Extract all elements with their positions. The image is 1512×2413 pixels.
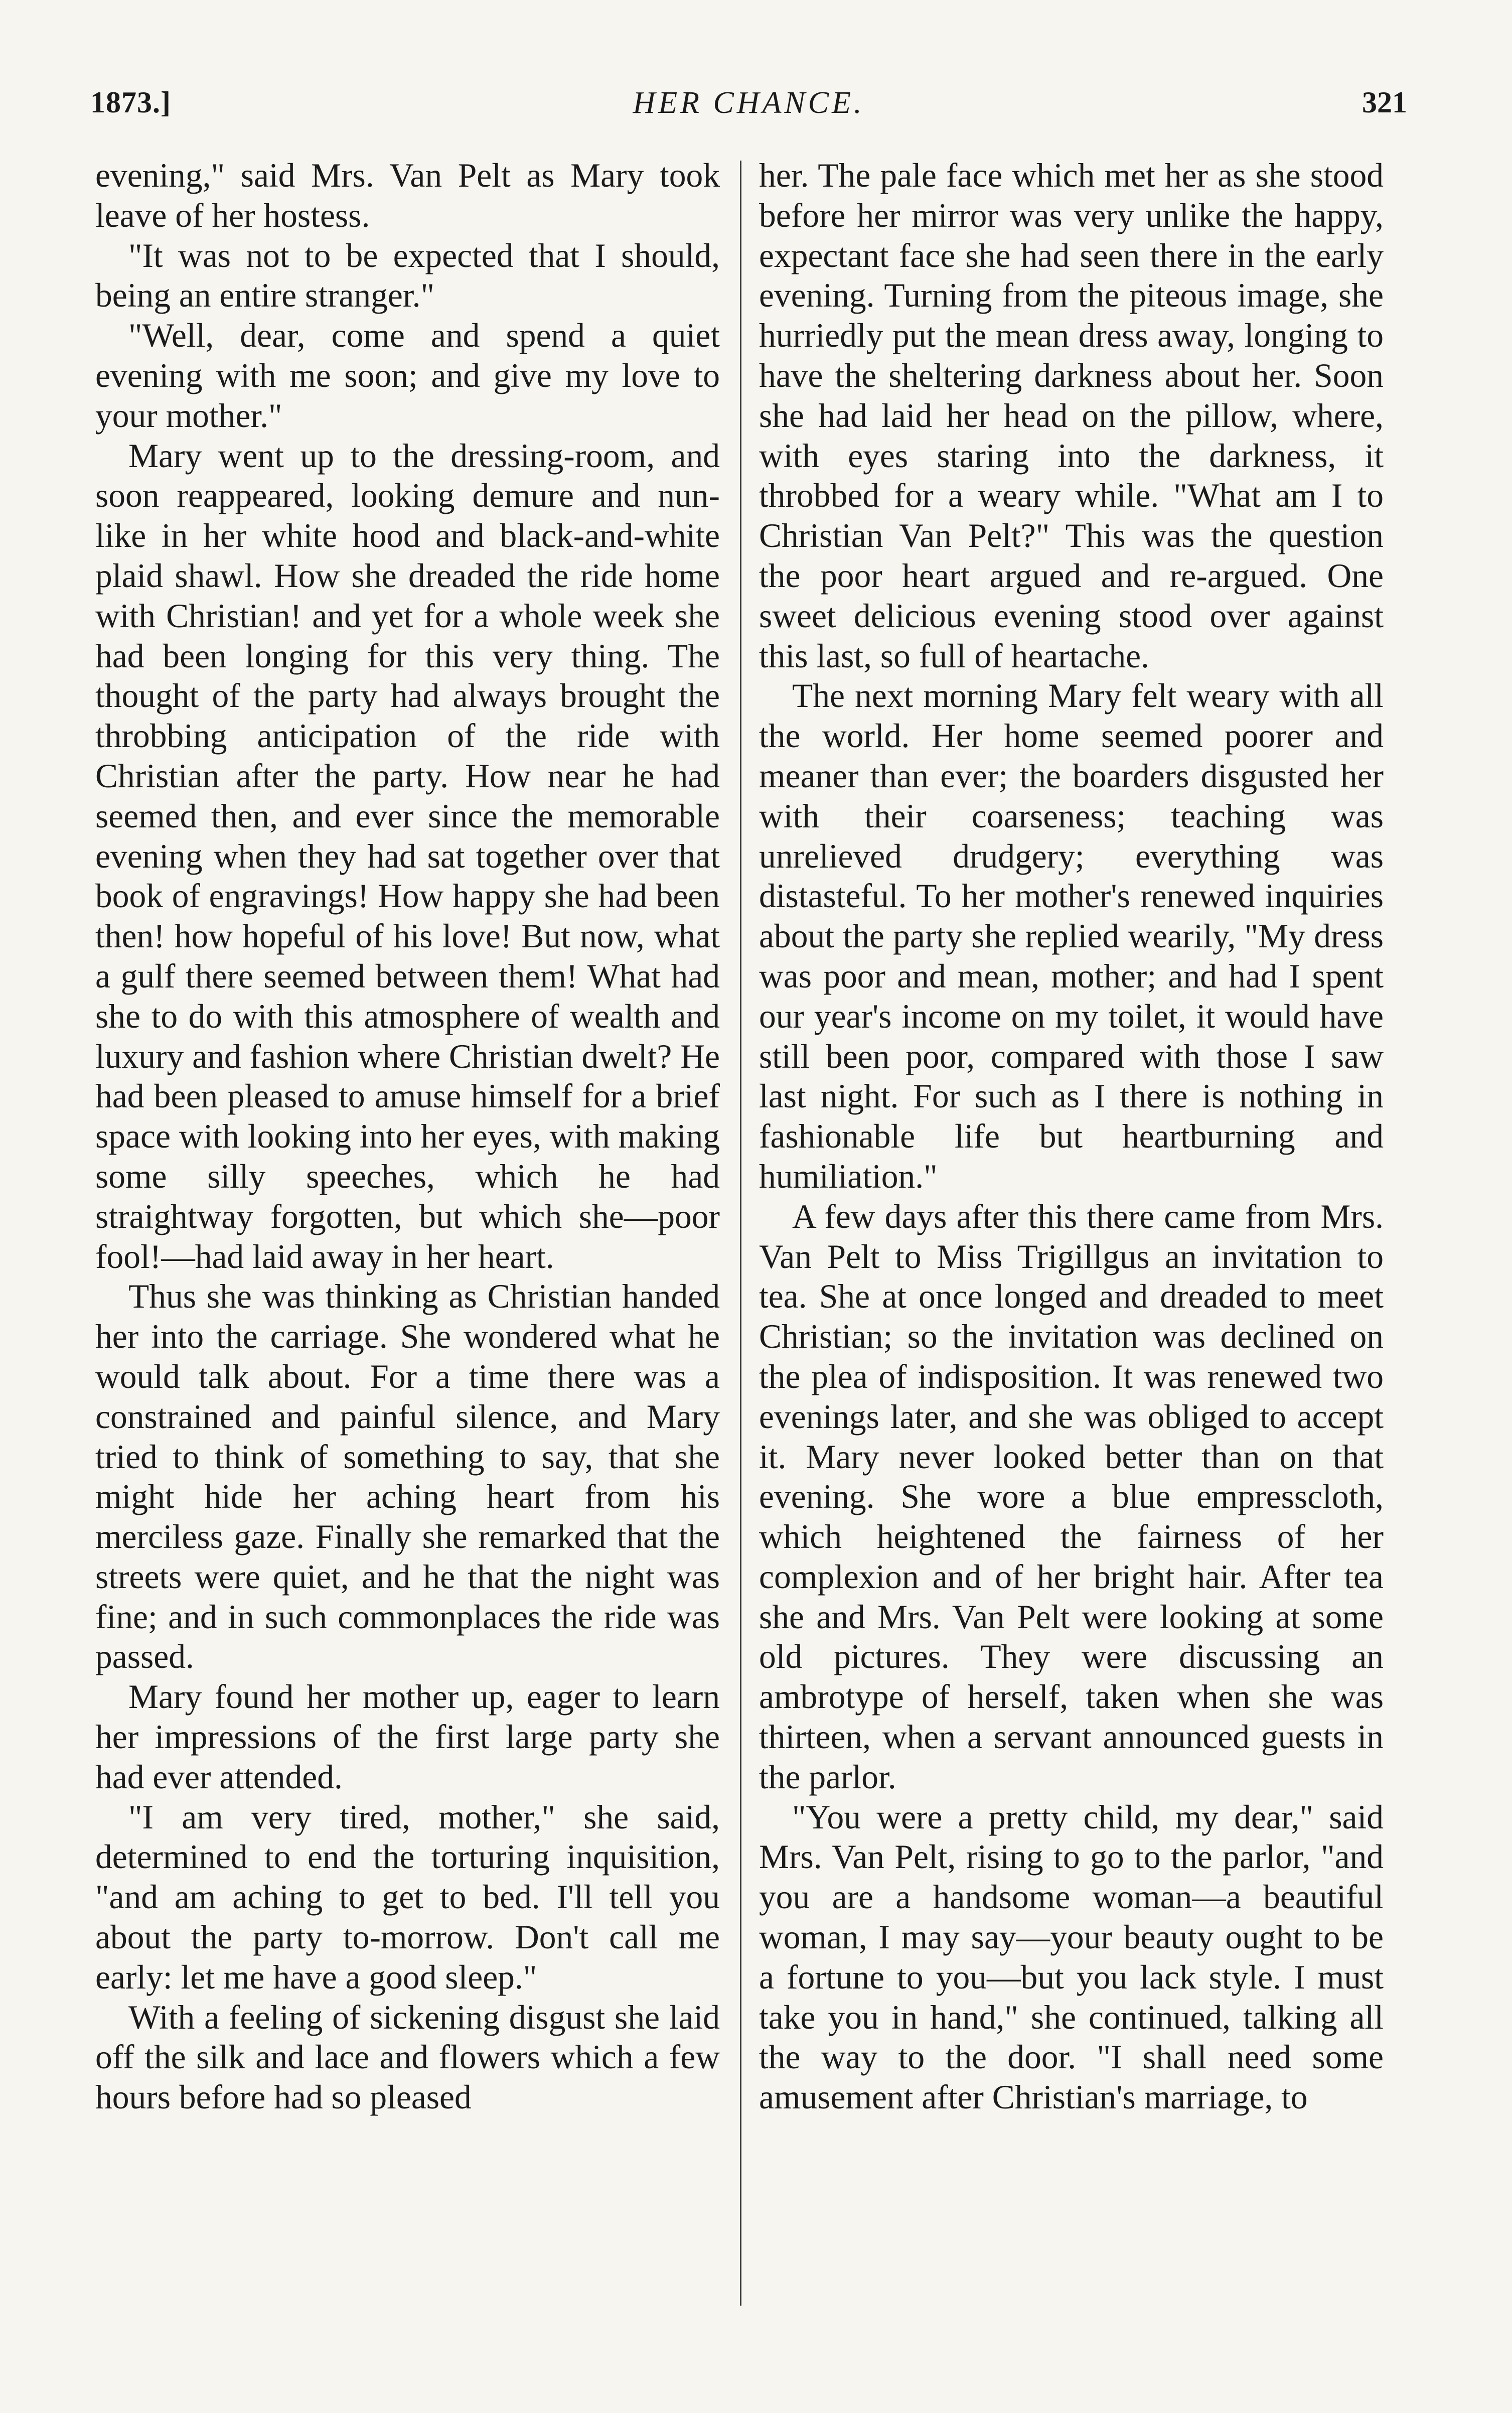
paragraph: Thus she was thinking as Christian handed her into the carriage. She wondered what he would talk about. For a time there was a constrained and painful silence, and Mary tried to think of something to say, that she might hide her aching heart from his merciless gaze. Finally she remarked that the streets were quiet, and he that the night was fine; and in such commonplaces the ride was passed. xyxy=(95,1278,720,1676)
column-divider xyxy=(740,161,741,2306)
running-header xyxy=(90,80,1407,130)
paragraph: "I am very tired, mother," she said, determined to end the torturing inquisition, "and am aching to get to bed. I'll tell you about the party to-morrow. Don't call me early: let me have a good sleep." xyxy=(95,1798,720,1996)
paragraph: Mary went up to the dressing-room, and soon reappeared, looking demure and nun-like in her white hood and black-and-white plaid shawl. How she dreaded the ride home with Christian! and yet for a whole week she had been longing for this very thing. The thought of the party had always brought the throbbing anticipation of the ride with Christian after the party. How near he had seemed then, and ever since the memorable evening when they had sat together over that book of engravings! How happy she had been then! how hopeful of his love! But now, what a gulf there seemed between them! What had she to do with this atmosphere of wealth and luxury and fashion where Christian dwelt? He had been pleased to amuse himself for a brief space with looking into her eyes, with making some silly speeches, which he had straightway forgotten, but which she—poor fool!—had laid away in her heart. xyxy=(95,437,720,1275)
paragraph: "Well, dear, come and spend a quiet evening with me soon; and give my love to your mother." xyxy=(95,317,720,435)
paragraph: With a feeling of sickening disgust she laid off the silk and lace and flowers which a few hours before had so pleased xyxy=(95,1998,720,2116)
paragraph: The next morning Mary felt weary with all the world. Her home seemed poorer and meaner than ever; the boarders disgusted her with their coarseness; teaching was unrelieved drudgery; everything was distasteful. To her mother's renewed inquiries about the party she replied wearily, "My dress was poor and mean, mother; and had I spent our year's income on my toilet, it would have still been poor, compared with those I saw last night. For such as I there is nothing in fashionable life but heartburning and humiliation." xyxy=(759,677,1384,1195)
page-number: 321 xyxy=(1362,86,1407,119)
header-year: 1873.] xyxy=(90,86,171,119)
paragraph: "It was not to be expected that I should, being an entire stranger." xyxy=(95,236,720,315)
paragraph: Mary found her mother up, eager to learn her impressions of the first large party she had ever attended. xyxy=(95,1678,720,1796)
paragraph: "You were a pretty child, my dear," said Mrs. Van Pelt, rising to go to the parlor, "and you are a handsome woman—a beautiful woman, I may say—your beauty ought to be a fortune to you—but you lack style. I must take you in hand," she continued, talking all the way to the door. "I shall need some amusement after Christian's marriage, to xyxy=(759,1798,1384,2116)
right-column xyxy=(759,156,1384,2117)
paragraph: A few days after this there came from Mrs. Van Pelt to Miss Trigillgus an invitation to tea. She at once longed and dreaded to meet Christian; so the invitation was declined on the plea of indisposition. It was renewed two evenings later, and she was obliged to accept it. Mary never looked better than on that evening. She wore a blue empresscloth, which heightened the fairness of her complexion and of her bright hair. After tea she and Mrs. Van Pelt were looking at some old pictures. They were discussing an ambrotype of herself, taken when she was thirteen, when a servant announced guests in the parlor. xyxy=(759,1197,1384,1796)
paragraph: her. The pale face which met her as she stood before her mirror was very unlike the happy, expectant face she had seen there in the early evening. Turning from the piteous image, she hurriedly put the mean dress away, longing to have the sheltering darkness about her. Soon she had laid her head on the pillow, where, with eyes staring into the darkness, it throbbed for a weary while. "What am I to Christian Van Pelt?" This was the question the poor heart argued and re-argued. One sweet delicious evening stood over against this last, so full of heartache. xyxy=(759,157,1384,675)
header-title: HER CHANCE. xyxy=(633,86,865,120)
paragraph: evening," said Mrs. Van Pelt as Mary took leave of her hostess. xyxy=(95,157,720,234)
left-column xyxy=(95,156,720,2117)
